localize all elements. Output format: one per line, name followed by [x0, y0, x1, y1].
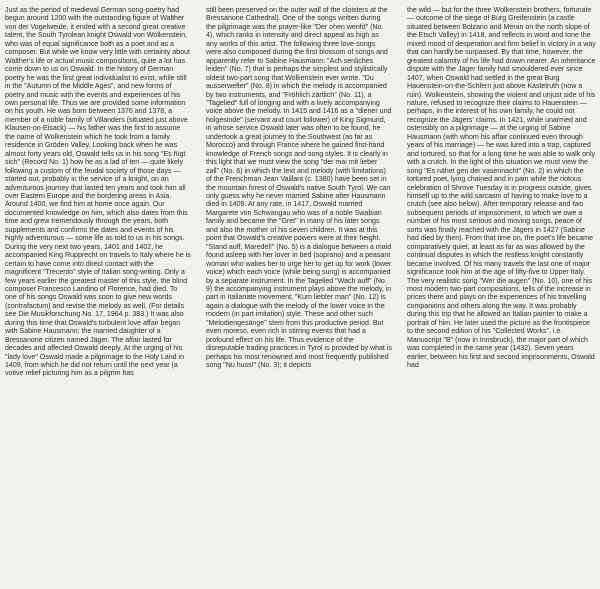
column-1-paragraph: Just as the period of medieval German song-poetry had begun around 1200 with the outstanding figure of Walther von der Vogelweide, it ended with a second great creative talent, the South Tyrolean knight Oswald von Wolkenstein, who was of equal significance both as a poet and as a composer. But while we know very little with certainty about Walther's life or actual music compositions, quite a lot has come down to us on Oswald. In the history of German poetry he was the first great individualist to exist, while still in the "Autumn of the Middle Ages", and new forms of poetry and music with the events and experiences of his own personal life. Thus we are provided some information on his youth. He was born between 1376 and 1378, a member of a noble family of Villanders (situated just above Klausen-on-Eisack) — his father was the first to assume the name of Wolkenstein which he took from a family residence in Gröden Valley. Looking back when he was almost forty years old, Oswald tells us in his song "Es fügt sich" (Record No. 1) how he as a lad of ten — quite likely following a custom of the feudal society of those days — started out, probably in the service of a knight, on an adventurous journey that lasted ten years and took him all over Eastern Europe and the bordering areas in Asia. Around 1400, we find him at home once again. Our documented knowledge on him, which also dates from this time and grew tremendously through the years, both supplements and confirms the dates and events of his highly adventurous — some life as told to us in his songs. During the very next two years, 1401 and 1402, he accompanied King Rupprecht on travels to Italy where he is certain to have come into direct contact with the magnificent "Trecento" style of Italian song-writing. Only a few years earlier the greatest master of this style, the blind composer Francesco Landino of Florence, had died. To one of his songs Oswald was soon to give new words (contrafactum) and revise the melody as well. (For details see Die Musikforschung No. 17, 1964 p. 383.) It was also during this time that Oswald's turbulent love affair began with Sabine Hausmann; the married daughter of a Bressanone citizen named Jäger. The affair lasted for decades and affected Oswald deeply. At the urging of his "lady love" Oswald made a pilgrimage to the Holy Land in 1409, from which he did not return until the next year (a votive relief picturing him as a pilgrim has	[5, 6, 193, 378]
text-column-2	[206, 6, 392, 584]
text-column-3	[407, 6, 596, 584]
column-3-paragraph: the wild — but for the three Wolkenstein brothers, fortunate — outcome of the siege of Burg Greifenstein (a castle situated between Bolzano and Meran on the north slope of the Etsch Valley) in 1418, and reflects in word and tone the mixed mood of desperation and firm belief in victory in a way that can hardly be surpassed. By that time, however, the greatest calamity of his life had drawn nearer. An inheritance dispute with the Jäger family had smouldered ever since 1407, when Oswald had settled in the great Burg Hauenstein-on-the-Schlern just above Kastelruth (now a ruin). Wolkenstein, showing the violent and unjust side of his nature, refused to recognize their claims to Hauenstein — perhaps, in the interest of his own family, he could not recognize the Jägers' claims. In 1421, while unarmed and ostensibly on a pilgrimage — at the urging of Sabine Hausmann (with whom his affair continued even through years of his marriage) — he was lured into a trap, captured and tortured, so that for a long time he was able to walk only with a crutch. In the light of this situation we must view the song "Es nähet gen der vasennacht" (No. 2) in which the tortured poet, lying chained and in pain while the riotous celebration of Shrove Tuesday is in progress outside, gives himself up to the wild sarcasm of having to make love to a crutch (see also below). After temporary release and two subsequent periods of imprisonment, to which we owe a number of his most serious and moving songs, peace of sorts was finally reached with the Jägers in 1427 (Sabine had died by then). From that time on, the poet's life became comparatively quiet, at least as far as was allowed by the continual disputes in which the restless knight constantly became involved. Of his many travels the last one of major significance took him at the age of fifty-five to Upper Italy. The very realistic song "Wer die augen" (No. 10), one of his most modern two-part compositions, tells of the increase in prices there and plays on the experiences of his travelling companions and others along the way. It was probably during this trip that he allowed an Italian painter to make a portrait of him. He later used the picture as the frontispiece to the second edition of his "Collected Works", i.e. Manuscript "B" (now in Innsbruck), the major part of which was completed in the same year (1432). Seven years earlier, between his first and second imprisonments, Oswald had	[407, 6, 598, 370]
column-2-paragraph: still been preserved on the outer wall of the cloisters at the Bressanone Cathedral). One of the songs written during the pilgrimage was the prayer-like "Der ohen wenfd" (No. 4), which ranks in intensity and direct appeal as high as any works of this artist. The following three love-songs were also composed during the first blossom of songs and apparently refer to Sabine Hausmann: "Ach senliches leiden" (No. 7) that is perhaps the simplest and stylistically oldest two-part song that Wolkenstein ever wrote. "Du ausserwelter" (No. 8) in which the melody is accompanied by two instruments, and "Fröhlich zärtlich" (No. 11), a "Tagelied" full of longing and with a lively accompanying voice above the melody. In 1415 and 1416 as a "diener und holgesinde" (servant and court follower) of King Sigmund, in whose service Oswald later was often to be found, he undertook a great journey to the Southwest (as far as Morocco) and through France where he gained first-hand knowledge of French songs and song styles. It is clearly in this light that we must view the song "der mai mit lieber zall" (No. 6) in which the text and melody (with limitations) of the Frenchman Jean Vaillant (c. 1380) have been set in the mountain forest of Oswald's native South Tyrol. We can only guess why he never married Sabine after Hausmann died in 1409. At any rate, in 1417, Oswald married Margarete von Schwangau who was of a noble Swabian family and became the "Gret" in many of his later songs and also the mother of his seven children. It was at this point that Oswald's creative powers were at their height. "Stand auff, Maredel!" (No. 5) is a dialogue between a maid found asleep with her lover in bed (soprano) and a peasant woman who wakes her to urge her to get up for work (lower voice) which each voice (while being sung) is accompanied by a separate instrument. In the Tagelied "Wach auff" (No. 9) the accompanying instrument plays above the melody, in part in Italianate movement; "Kum liebter man" (No. 12) is again a dialogue with the melody of the lower voice in the modern (in part imitation) style. These and other such "Melodiengesänge" stem from this productive period. But even moreso, even rich in stirring events that had a profound effect on his life. Thus evidence of the disreputable trading practices in Tyrol is provided by what is perhaps his most renowned and most frequently published song "Nu huss!" (No. 3); it depicts	[206, 6, 394, 370]
text-column-1	[5, 6, 191, 584]
